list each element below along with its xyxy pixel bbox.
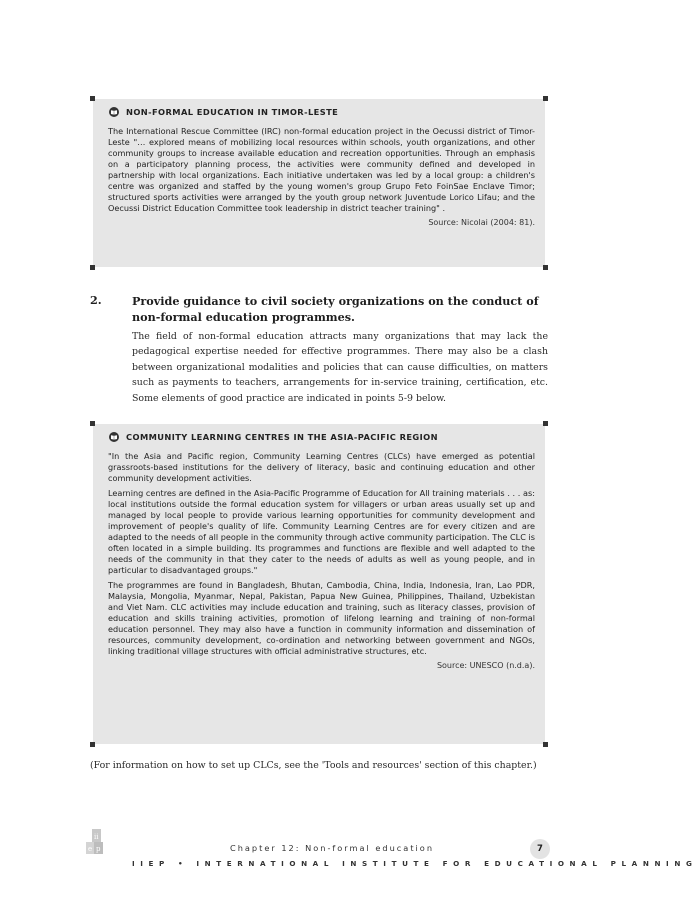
box-corner xyxy=(90,742,95,747)
open-book-icon xyxy=(108,432,120,442)
svg-text:ii: ii xyxy=(94,833,99,841)
clc-asia-pacific-box xyxy=(93,424,545,744)
clc-note: (For information on how to set up CLCs, see the 'Tools and resources' section of this chapter.) xyxy=(90,760,537,771)
section-heading: Provide guidance to civil society organizations on the conduct of non-formal education programmes. xyxy=(132,294,539,324)
box-paragraph: Learning centres are defined in the Asia-Pacific Programme of Education for All training materials . . . as: local institutions outside the formal education system for villagers or urban areas usually set up and managed by local people to provide various learning opportunities for community development and improvement of people's quality of life. Community Learning Centres are for every citizen and are adapted to the needs of all people in the community through active community participation. The CLC is often located in a simple building. Its programmes and functions are flexible and well adapted to the needs of the community in that they cater to the needs of adults as well as young people, and in particular to disadvantaged groups." xyxy=(108,488,535,575)
box-corner xyxy=(90,265,95,270)
box-corner xyxy=(543,421,548,426)
box-paragraph: The programmes are found in Bangladesh, Bhutan, Cambodia, China, India, Indonesia, Iran, Lao PDR, Malaysia, Mongolia, Myanmar, Nepal, Pakistan, Papua New Guinea, Philippines, Thailand, Uzbekistan and Viet Nam. CLC activities may include education and training, such as literacy classes, provision of education and skills training activities, promotion of lifelong learning and training of non-formal education personnel. They may also have a function in community information and dissemination of resources, community development, co-ordination and networking between government and NGOs, linking traditional village structures with official administrative structures, etc. xyxy=(108,580,535,656)
section-number: 2. xyxy=(90,293,102,307)
footer-chapter: Chapter 12: Non-formal education xyxy=(230,843,435,853)
box-paragraph: The International Rescue Committee (IRC) non-formal education project in the Oecussi district of Timor-Leste "… explored means of mobilizing local resources within schools, youth organizations, and other community groups to increase available education and recreation opportunities. Through an emphasis on a participatory planning process, the activities were community defined and developed in partnership with local organizations. Each initiative undertaken was led by a local group: a children's centre was organized and staffed by the young women's group Grupo Feto FoinSae Enclave Timor; structured sports activities were arranged by the youth group network Juventude Lorico Lifau; and the Oecussi District Education Committee took leadership in district teacher training" . xyxy=(108,126,535,213)
box-corner xyxy=(543,265,548,270)
footer-organization: IIEP • INTERNATIONAL INSTITUTE FOR EDUCATIONAL PLANNING xyxy=(132,859,697,868)
svg-text:e: e xyxy=(88,845,93,853)
box-corner xyxy=(543,96,548,101)
open-book-icon xyxy=(108,107,120,117)
timor-leste-box xyxy=(93,99,545,267)
box-source: Source: Nicolai (2004: 81). xyxy=(428,218,535,227)
iiep-logo xyxy=(83,829,107,859)
box-paragraph: "In the Asia and Pacific region, Community Learning Centres (CLCs) have emerged as potential grassroots-based institutions for the delivery of literacy, basic and continuing education and other community development activities. xyxy=(108,451,535,483)
box-corner xyxy=(543,742,548,747)
svg-text:p: p xyxy=(96,845,101,853)
box-title-text: NON-FORMAL EDUCATION IN TIMOR-LESTE xyxy=(126,107,339,117)
box-source: Source: UNESCO (n.d.a). xyxy=(436,661,535,670)
page-number: 7 xyxy=(530,839,550,859)
box-corner xyxy=(90,96,95,101)
box-title-text: COMMUNITY LEARNING CENTRES IN THE ASIA-PACIFIC REGION xyxy=(126,432,438,442)
box-corner xyxy=(90,421,95,426)
box-title xyxy=(108,432,535,442)
guidance-section xyxy=(90,293,548,406)
box-title xyxy=(108,107,535,117)
section-body: The field of non-formal education attracts many organizations that may lack the pedagogical expertise needed for effective programmes. There may also be a clash between organizational modalities and policies that can cause difficulties, on matters such as payments to teachers, arrangements for in-service training, certification, etc. Some elements of good practice are indicated in points 5-9 below. xyxy=(132,331,548,404)
